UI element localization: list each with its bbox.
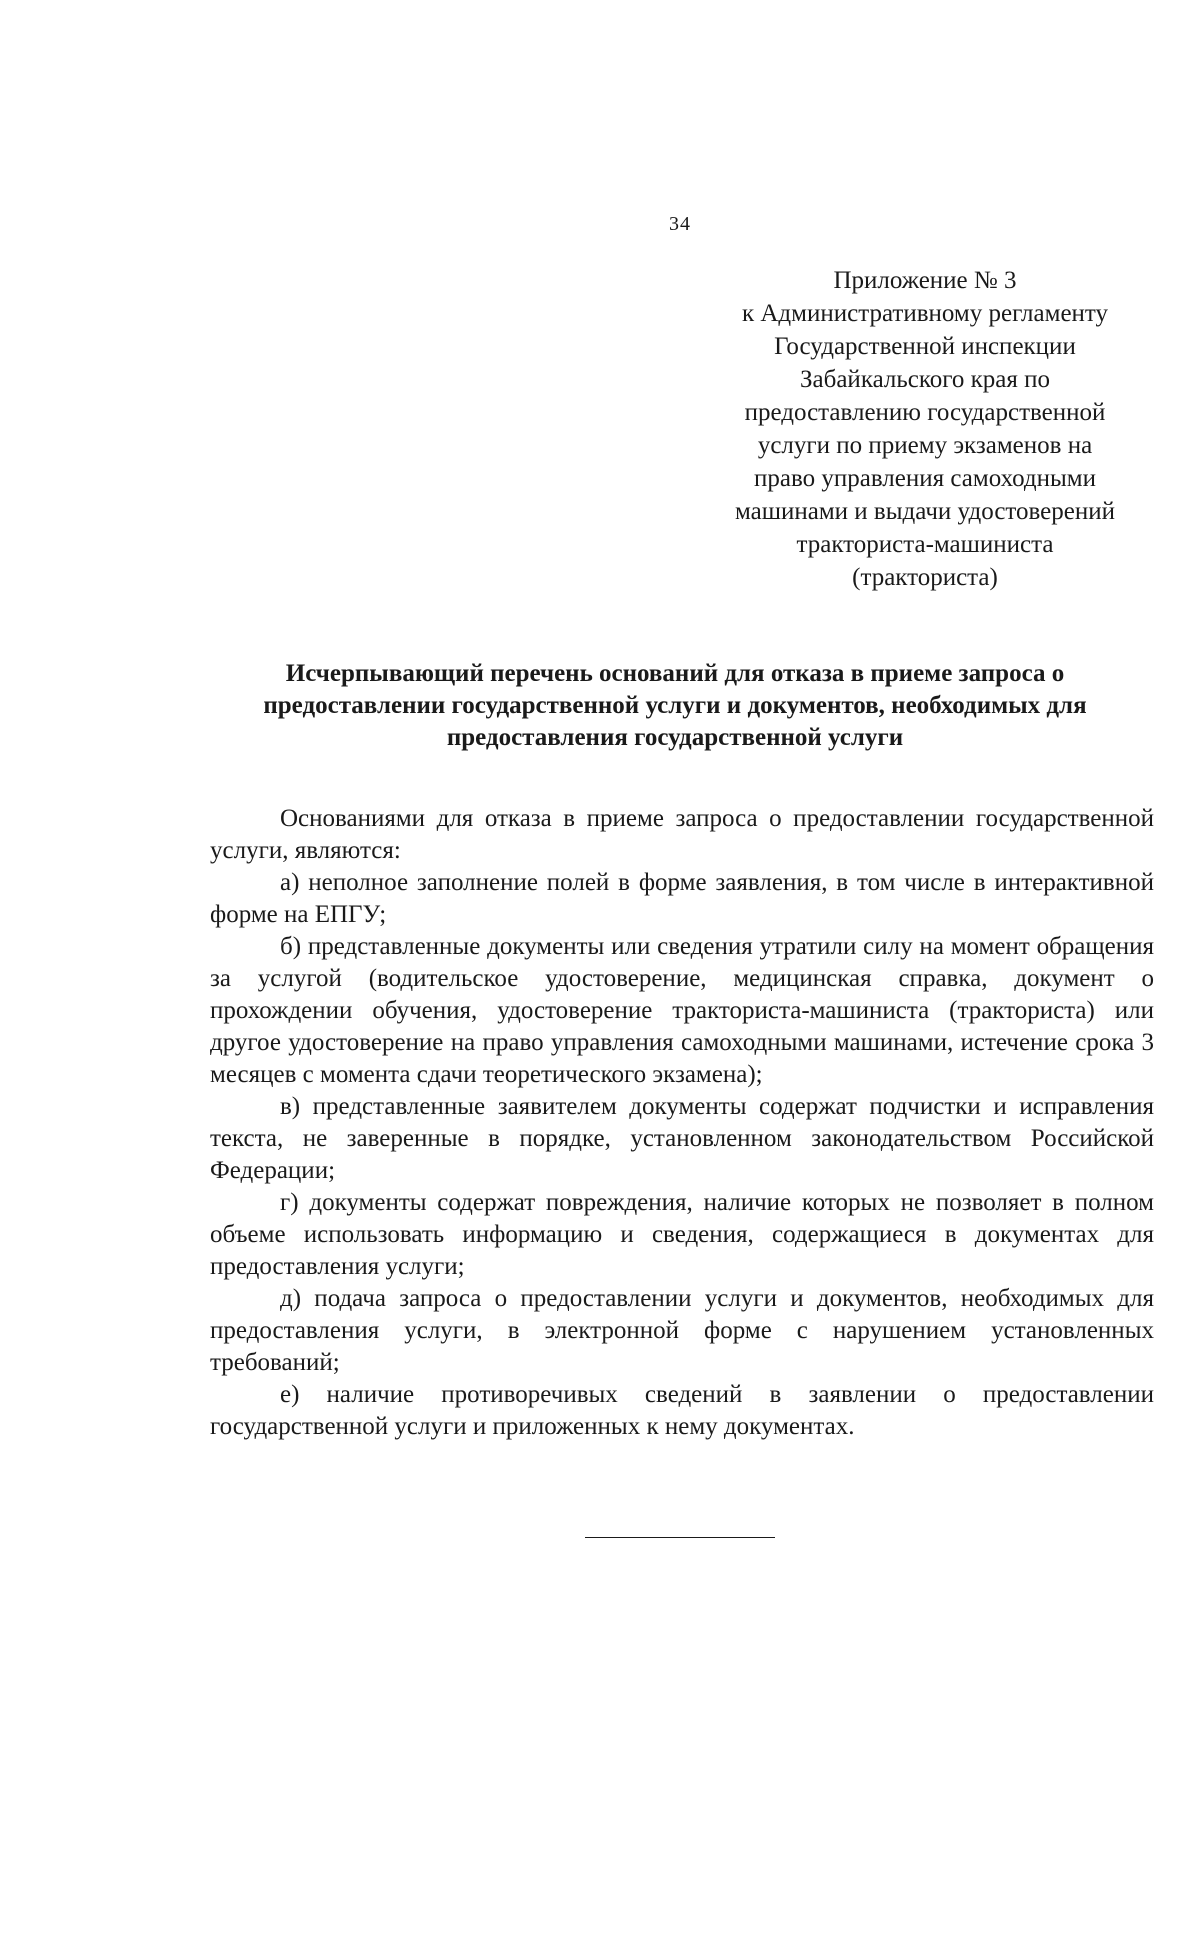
appendix-line: услуги по приему экзаменов на — [757, 432, 1093, 459]
body-paragraph-a: а) неполное заполнение полей в форме заявления, в том числе в интерактивной форме на ЕПГУ; — [210, 869, 1154, 928]
body-paragraph-intro: Основаниями для отказа в приеме запроса о предоставлении государственной услуги, являются: — [210, 805, 1154, 864]
appendix-line: машинами и выдачи удостоверений — [735, 498, 1115, 525]
title-line: предоставлении государственной услуги и документов, необходимых для — [263, 692, 1087, 719]
appendix-header — [690, 264, 1160, 594]
appendix-line: Государственной инспекции — [774, 333, 1076, 360]
document-title — [200, 658, 1150, 754]
body-paragraph-v: в) представленные заявителем документы содержат подчистки и исправления текста, не заверенные в порядке, установленном законодательством Российской Федерации; — [210, 1093, 1154, 1184]
appendix-line: (тракториста) — [852, 564, 998, 591]
title-line: Исчерпывающий перечень оснований для отказа в приеме запроса о — [285, 660, 1065, 687]
appendix-line: предоставлению государственной — [744, 399, 1106, 426]
document-body — [210, 803, 1154, 1443]
title-line: предоставления государственной услуги — [446, 724, 904, 751]
body-paragraph-d: д) подача запроса о предоставлении услуги и документов, необходимых для предоставления услуги, в электронной форме с нарушением установленных требований; — [210, 1285, 1154, 1376]
appendix-line: к Административному регламенту — [741, 300, 1109, 327]
appendix-line: Приложение № 3 — [833, 267, 1017, 294]
appendix-line: право управления самоходными — [753, 465, 1096, 492]
closing-rule — [585, 1537, 775, 1538]
body-paragraph-e: е) наличие противоречивых сведений в заявлении о предоставлении государственной услуги и приложенных к нему документах. — [210, 1381, 1154, 1440]
body-paragraph-g: г) документы содержат повреждения, наличие которых не позволяет в полном объеме использовать информацию и сведения, содержащиеся в документах для предоставления услуги; — [210, 1189, 1154, 1280]
page-number: 34 — [669, 213, 691, 235]
appendix-line: Забайкальского края по — [800, 366, 1050, 393]
body-paragraph-b: б) представленные документы или сведения утратили силу на момент обращения за услугой (водительское удостоверение, медицинская справка, документ о прохождении обучения, удостоверение тракториста-машиниста (тракториста) или другое удостоверение на право управления самоходными машинами, истечение срока 3 месяцев с момента сдачи теоретического экзамена); — [210, 933, 1154, 1088]
appendix-line: тракториста-машиниста — [796, 531, 1054, 558]
